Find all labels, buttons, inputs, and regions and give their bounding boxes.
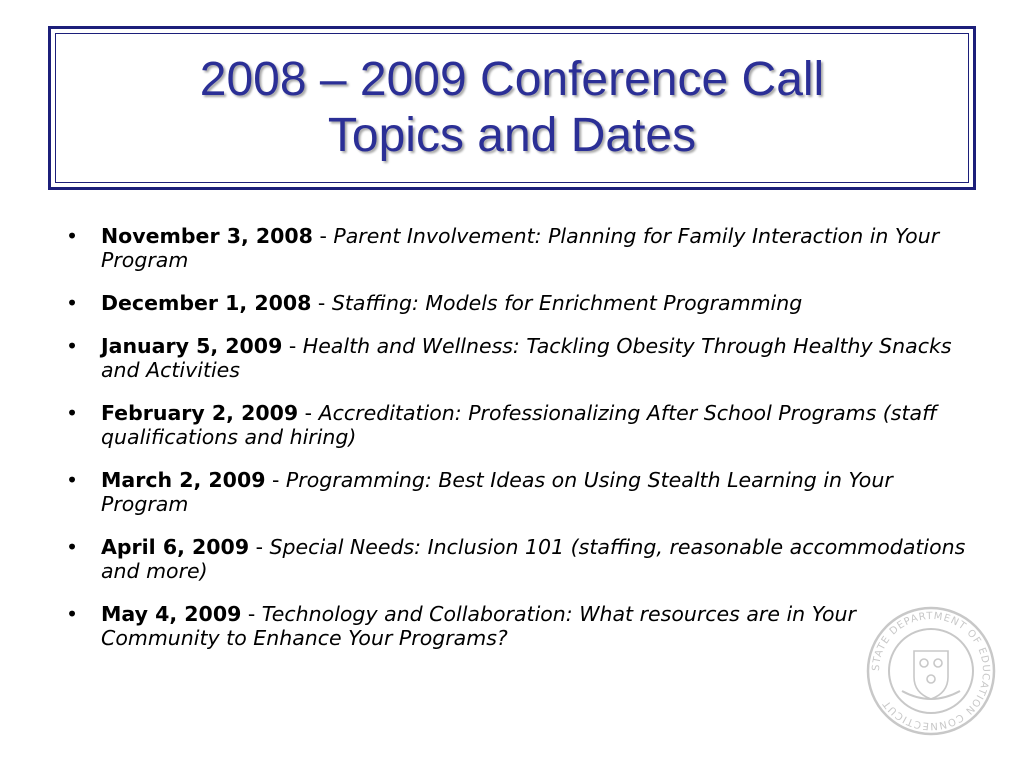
topic-date: December 1, 2008	[101, 291, 312, 315]
topic-title: Health and Wellness: Tackling Obesity Through Healthy Snacks and Activities	[101, 334, 952, 382]
topic-date: January 5, 2009	[101, 334, 283, 358]
list-item	[66, 602, 966, 650]
list-item	[66, 535, 966, 583]
page-title	[200, 52, 824, 164]
list-item	[66, 401, 966, 449]
state-seal-icon	[866, 603, 996, 739]
list-item	[66, 334, 966, 382]
bullet-icon: •	[66, 401, 79, 425]
seal-shield	[902, 651, 960, 699]
topic-date: April 6, 2009	[101, 535, 250, 559]
bullet-icon: •	[66, 224, 79, 248]
title-line-2: Topics and Dates	[327, 109, 697, 162]
topic-title: Accreditation: Professionalizing After School Programs (staff qualifications and hiring)	[101, 401, 937, 449]
topic-date: May 4, 2009	[101, 602, 242, 626]
topic-separator: -	[298, 401, 319, 425]
topic-separator: -	[265, 468, 286, 492]
list-item	[66, 468, 966, 516]
bullet-icon: •	[66, 291, 79, 315]
topic-separator: -	[241, 602, 262, 626]
topic-title: Technology and Collaboration: What resources are in Your Community to Enhance Your Programs?	[101, 602, 856, 650]
topic-list	[66, 224, 966, 669]
topic-title: Programming: Best Ideas on Using Stealth Learning in Your Program	[101, 468, 893, 516]
topic-title: Special Needs: Inclusion 101 (staffing, reasonable accommodations and more)	[101, 535, 966, 583]
title-box	[48, 26, 976, 190]
bullet-icon: •	[66, 535, 79, 559]
topic-date: February 2, 2009	[101, 401, 299, 425]
topic-date: March 2, 2009	[101, 468, 266, 492]
topic-date: November 3, 2008	[101, 224, 313, 248]
bullet-icon: •	[66, 602, 79, 626]
title-box-inner	[55, 33, 969, 183]
list-item	[66, 224, 966, 272]
seal-text: STATE DEPARTMENT OF EDUCATION CONNECTICUT	[870, 610, 992, 732]
title-line-1: 2008 – 2009 Conference Call	[199, 53, 825, 106]
topic-separator: -	[282, 334, 303, 358]
list-item	[66, 291, 966, 315]
topic-separator: -	[249, 535, 270, 559]
topic-title: Staffing: Models for Enrichment Programming	[331, 291, 803, 315]
topic-title: Parent Involvement: Planning for Family Interaction in Your Program	[101, 224, 940, 272]
bullet-icon: •	[66, 468, 79, 492]
bullet-icon: •	[66, 334, 79, 358]
topic-separator: -	[312, 224, 334, 248]
topic-separator: -	[311, 291, 332, 315]
